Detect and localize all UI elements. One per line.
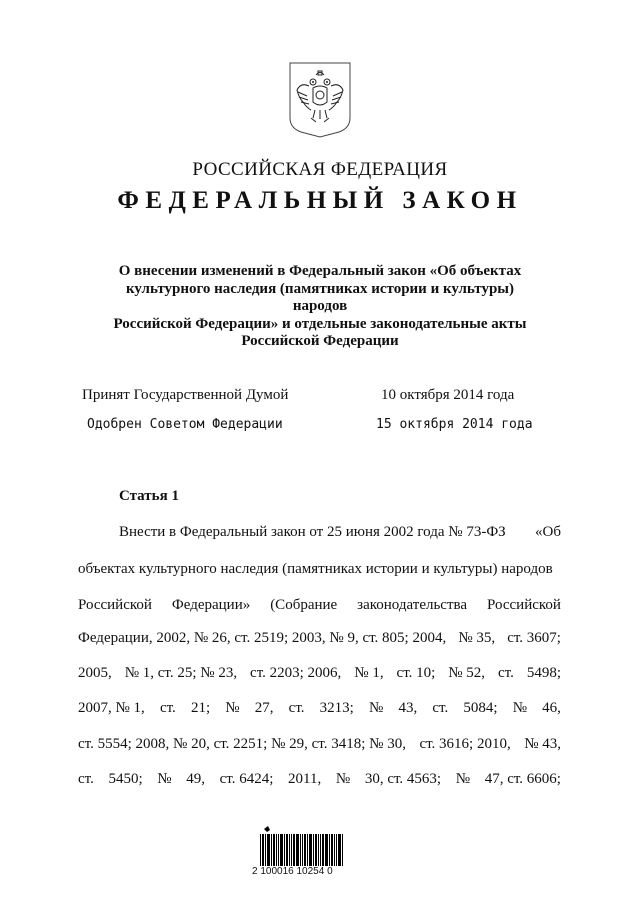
law-title-line: Российской Федерации» и отдельные законодательные акты: [113, 315, 527, 332]
law-title: [110, 263, 530, 351]
article-text-line: Внести в Федеральный закон от 25 июня 2002 года № 73-ФЗ «Об: [119, 524, 561, 540]
coat-of-arms-emblem: [289, 62, 351, 138]
law-title-line: О внесении изменений в Федеральный закон «Об объектах: [118, 263, 522, 279]
article-text-line: Федерации, 2002, № 26, ст. 2519; 2003, № 9, ст. 805; 2004, № 35, ст. 3607;: [78, 630, 561, 646]
article-text-line: ст. 5554; 2008, № 20, ст. 2251; № 29, ст. 3418; № 30, ст. 3616; 2010, № 43,: [78, 736, 561, 752]
council-approval-date: 15 октября 2014 года: [376, 417, 533, 432]
duma-adoption-date: 10 октября 2014 года: [381, 387, 515, 403]
law-title-line: культурного наследия (памятниках истории и культуры) народов: [125, 280, 515, 314]
law-title-line: Российской Федерации: [241, 333, 399, 349]
duma-adoption-label: Принят Государственной Думой: [82, 387, 289, 403]
country-title: РОССИЙСКАЯ ФЕДЕРАЦИЯ: [192, 159, 448, 180]
article-heading: Статья 1: [119, 488, 179, 504]
article-text-line: Российской Федерации» (Собрание законодательства Российской: [78, 597, 561, 613]
document-type-title: ФЕДЕРАЛЬНЫЙ ЗАКОН: [117, 187, 523, 214]
article-text-line: ст. 5450; № 49, ст. 6424; 2011, № 30, ст. 4563; № 47, ст. 6606;: [78, 771, 561, 787]
barcode-number: 2 100016 10254 0: [252, 866, 333, 877]
article-text-line: 2005, № 1, ст. 25; № 23, ст. 2203; 2006, № 1, ст. 10; № 52, ст. 5498;: [78, 665, 561, 681]
barcode: [258, 826, 346, 866]
article-text-line: объектах культурного наследия (памятниках истории и культуры) народов: [78, 561, 553, 577]
council-approval-label: Одобрен Советом Федерации: [87, 417, 283, 432]
article-text-line: 2007, № 1, ст. 21; № 27, ст. 3213; № 43, ст. 5084; № 46,: [78, 700, 561, 716]
